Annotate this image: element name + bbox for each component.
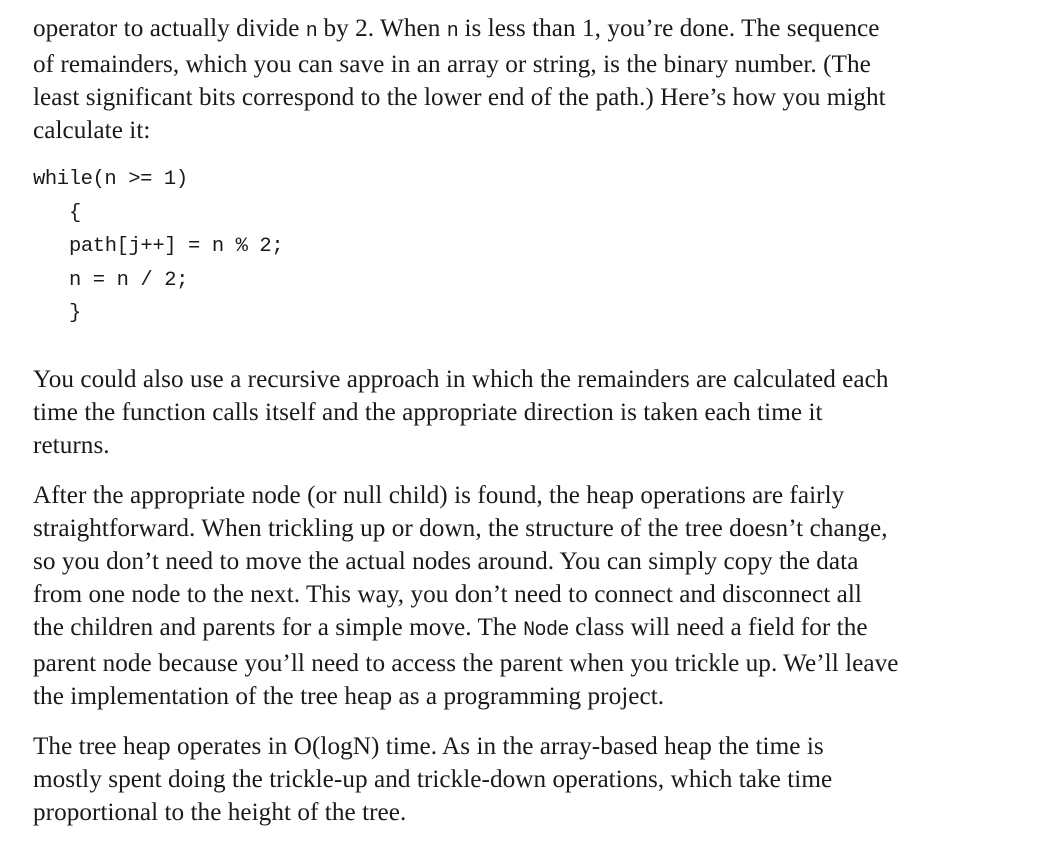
document-page — [33, 12, 1033, 829]
inline-code: n — [446, 20, 459, 43]
text-line: You could also use a recursive approach in which the remainders are calculated each — [33, 365, 889, 393]
code-line: } — [69, 302, 81, 325]
text-line: so you don’t need to move the actual nodes around. You can simply copy the data — [33, 547, 859, 575]
text-line: from one node to the next. This way, you don’t need to connect and disconnect all — [33, 580, 862, 608]
text-line: least significant bits correspond to the lower end of the path.) Here’s how you might — [33, 84, 886, 111]
text-line: straightforward. When trickling up or down, the structure of the tree doesn’t change, — [33, 514, 888, 542]
text-run: is less than 1, you’re done. The sequence — [458, 15, 880, 42]
paragraph-time-complexity — [33, 730, 1033, 829]
text-line: of remainders, which you can save in an array or string, is the binary number. (The — [33, 51, 871, 78]
text-line: parent node because you’ll need to access the parent when you trickle up. We’ll leave — [33, 649, 899, 677]
text-line: time the function calls itself and the appropriate direction is taken each time it — [33, 398, 823, 426]
inline-code: n — [305, 20, 318, 43]
code-listing — [33, 163, 1033, 331]
code-line: path[j++] = n % 2; — [69, 235, 284, 258]
inline-code: Node — [523, 618, 569, 642]
code-line: { — [69, 201, 81, 225]
code-line: while(n >= 1) — [33, 168, 188, 191]
text-line: the implementation of the tree heap as a programming project. — [33, 682, 665, 710]
paragraph-heap-operations — [33, 479, 1033, 713]
paragraph-binary-path — [33, 12, 1033, 147]
text-line: calculate it: — [33, 117, 151, 144]
paragraph-recursive-approach — [33, 363, 1033, 462]
text-line: returns. — [33, 431, 110, 459]
text-run: the children and parents for a simple move. The — [33, 613, 524, 641]
text-run: by 2. When — [317, 15, 447, 42]
text-line: The tree heap operates in O(logN) time. As in the array-based heap the time is — [33, 732, 824, 760]
text-line — [33, 611, 1033, 647]
text-run: operator to actually divide — [33, 15, 306, 42]
text-line — [33, 12, 1033, 48]
code-line: n = n / 2; — [69, 268, 189, 292]
text-line: After the appropriate node (or null child) is found, the heap operations are fairly — [33, 481, 845, 509]
text-line: mostly spent doing the trickle-up and trickle-down operations, which take time — [33, 765, 833, 793]
text-line: proportional to the height of the tree. — [33, 798, 407, 826]
text-run: class will need a field for the — [568, 613, 868, 641]
